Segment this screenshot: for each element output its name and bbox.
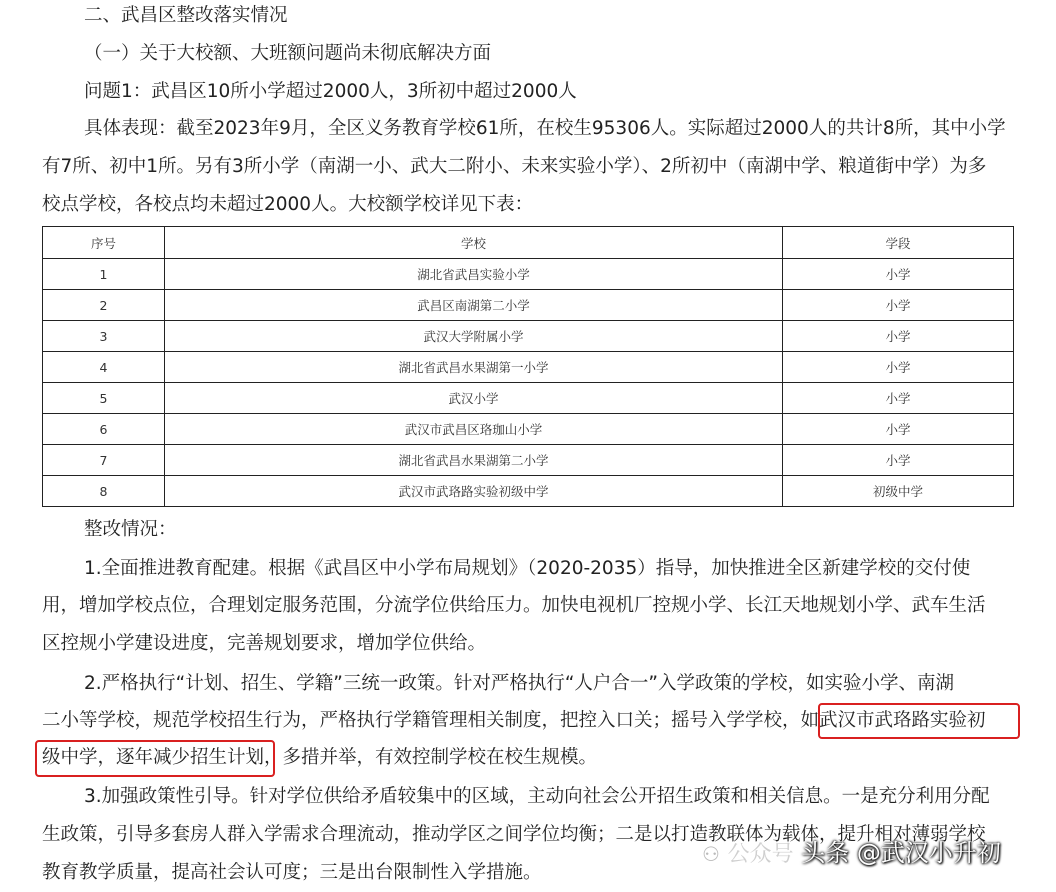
cell-school: 武汉大学附属小学 bbox=[165, 321, 783, 352]
item2-line-1: 2.严格执行“计划、招生、学籍”三统一政策。针对严格执行“人户合一”入学政策的学校，如实验小学、南湖 bbox=[84, 673, 954, 694]
header-stage: 学段 bbox=[783, 227, 1014, 259]
watermark-faint-text: 公众号 bbox=[727, 842, 794, 867]
section-title: 二、武昌区整改落实情况 bbox=[84, 5, 288, 26]
details-line-2: 有7所、初中1所。另有3所小学（南湖一小、武大二附小、未来实验小学）、2所初中（南湖中学、粮道街中学）为多 bbox=[42, 156, 987, 177]
table-row bbox=[43, 259, 1014, 290]
highlight-box-lower bbox=[35, 740, 275, 777]
cell-index: 1 bbox=[43, 259, 165, 290]
item2-line-3: 级中学，逐年减少招生计划，多措并举，有效控制学校在校生规模。 bbox=[42, 747, 598, 768]
cell-stage: 小学 bbox=[783, 383, 1014, 414]
cell-school: 武汉市武昌区珞珈山小学 bbox=[165, 414, 783, 445]
table-row bbox=[43, 321, 1014, 352]
item3-line-2: 生政策，引导多套房人群入学需求合理流动，推动学区之间学位均衡；二是以打造教联体为载体，提升相对薄弱学校 bbox=[42, 824, 986, 845]
wechat-icon: ⚇ bbox=[702, 842, 720, 866]
item2-line-2: 二小等学校，规范学校招生行为，严格执行学籍管理相关制度，把控入口关；摇号入学学校，如武汉市武珞路实验初 bbox=[42, 710, 986, 731]
header-school: 学校 bbox=[165, 227, 783, 259]
cell-school: 湖北省武昌水果湖第二小学 bbox=[165, 445, 783, 476]
cell-index: 5 bbox=[43, 383, 165, 414]
problem-title: 问题1：武昌区10所小学超过2000人，3所初中超过2000人 bbox=[84, 81, 577, 102]
item1-line-2: 用，增加学校点位，合理划定服务范围，分流学位供给压力。加快电视机厂控规小学、长江天地规划小学、武车生活 bbox=[42, 595, 986, 616]
table-row bbox=[43, 445, 1014, 476]
item1-line-3: 区控规小学建设进度，完善规划要求，增加学位供给。 bbox=[42, 633, 487, 654]
cell-stage: 初级中学 bbox=[783, 476, 1014, 507]
cell-index: 4 bbox=[43, 352, 165, 383]
cell-index: 8 bbox=[43, 476, 165, 507]
cell-index: 2 bbox=[43, 290, 165, 321]
cell-school: 湖北省武昌水果湖第一小学 bbox=[165, 352, 783, 383]
details-line-3: 校点学校，各校点均未超过2000人。大校额学校详见下表： bbox=[42, 194, 534, 215]
table-row bbox=[43, 476, 1014, 507]
cell-index: 7 bbox=[43, 445, 165, 476]
table-row bbox=[43, 383, 1014, 414]
item3-line-1: 3.加强政策性引导。针对学位供给矛盾较集中的区域，主动向社会公开招生政策和相关信息。一是充分利用分配 bbox=[84, 786, 990, 807]
schools-table bbox=[42, 226, 1014, 507]
cell-stage: 小学 bbox=[783, 259, 1014, 290]
table-row bbox=[43, 352, 1014, 383]
cell-school: 武昌区南湖第二小学 bbox=[165, 290, 783, 321]
cell-stage: 小学 bbox=[783, 414, 1014, 445]
item3-line-3: 教育教学质量，提高社会认可度；三是出台限制性入学措施。 bbox=[42, 862, 542, 883]
header-index: 序号 bbox=[43, 227, 165, 259]
details-line-1: 具体表现：截至2023年9月，全区义务教育学校61所，在校生95306人。实际超过2000人的共计8所，其中小学 bbox=[84, 118, 1006, 139]
watermark-text: 头条 @武汉小升初 bbox=[801, 839, 1001, 867]
cell-school: 武汉市武珞路实验初级中学 bbox=[165, 476, 783, 507]
item1-line-1: 1.全面推进教育配建。根据《武昌区中小学布局规划》（2020-2035）指导，加快推进全区新建学校的交付使 bbox=[84, 558, 971, 579]
cell-index: 6 bbox=[43, 414, 165, 445]
cell-stage: 小学 bbox=[783, 321, 1014, 352]
rectification-title: 整改情况： bbox=[84, 519, 177, 540]
cell-school: 湖北省武昌实验小学 bbox=[165, 259, 783, 290]
cell-stage: 小学 bbox=[783, 352, 1014, 383]
cell-stage: 小学 bbox=[783, 290, 1014, 321]
table-header-row bbox=[43, 227, 1014, 259]
table-row bbox=[43, 414, 1014, 445]
subsection-title: （一）关于大校额、大班额问题尚未彻底解决方面 bbox=[84, 43, 492, 64]
table-row bbox=[43, 290, 1014, 321]
cell-index: 3 bbox=[43, 321, 165, 352]
cell-stage: 小学 bbox=[783, 445, 1014, 476]
highlight-box-upper bbox=[818, 703, 1020, 739]
cell-school: 武汉小学 bbox=[165, 383, 783, 414]
watermark bbox=[702, 836, 1001, 872]
